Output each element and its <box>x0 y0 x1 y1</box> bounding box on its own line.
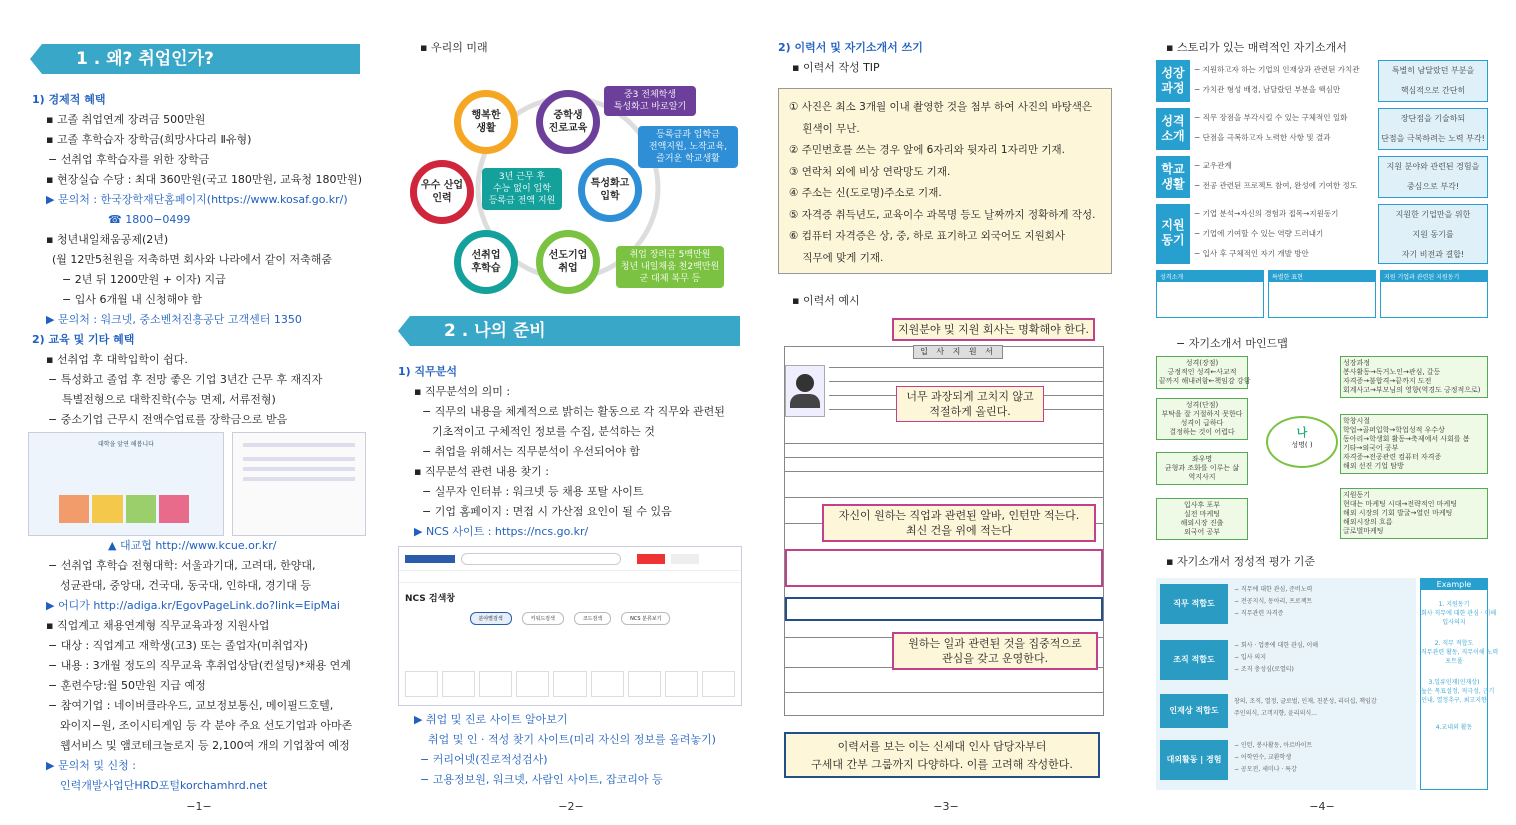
callout-box: 너무 과장되게 고치지 않고 적절하게 올린다. <box>896 386 1044 422</box>
line: ▪ 고졸 후학습자 장학금(희망사다리 Ⅱ유형) <box>46 133 252 146</box>
section-banner: 2 . 나의 준비 <box>410 316 740 346</box>
ncs-tab[interactable]: 키워드검색 <box>522 612 564 625</box>
eval-text: − 직무에 대한 관심, 준비노력 − 전공지식, 동아리, 프로젝트 − 직무관련 자격증 <box>1234 586 1313 617</box>
callout-bubble: 중3 전체학생 특성화고 바로알기 <box>604 86 696 116</box>
cycle-node <box>454 90 518 154</box>
example-item: 4.교내외 활동 <box>1435 724 1473 731</box>
link[interactable]: ▶ 어디가 http://adiga.kr/EgovPageLink.do?link=EipMai <box>46 599 340 612</box>
line: ▪ 직무분석 관련 내용 찾기 : <box>414 465 549 478</box>
heading: ▪ 스토리가 있는 매력적인 자기소개서 <box>1166 41 1347 54</box>
line: ▪ 고졸 취업연계 장려금 500만원 <box>46 113 206 126</box>
mind-map-name: 성명( ) <box>1291 441 1313 449</box>
link[interactable]: ▶ NCS 사이트 : https://ncs.go.kr/ <box>414 525 589 538</box>
line: − 특성화고 졸업 후 전망 좋은 기업 3년간 근무 후 재직자 <box>48 373 323 386</box>
page-number: −3− <box>933 800 959 813</box>
line: ▪ 직무분석의 의미 : <box>414 385 511 398</box>
line: 성균관대, 중앙대, 건국대, 동국대, 인하대, 경기대 등 <box>60 579 311 592</box>
link[interactable]: ▶ 문의처 : 워크넷, 중소벤처진흥공단 고객센터 1350 <box>46 313 302 326</box>
ncs-tab[interactable]: NCS 분류보기 <box>621 612 670 625</box>
cycle-node <box>536 230 600 294</box>
row-label: 성격 소개 <box>1161 114 1185 143</box>
youtube-icon[interactable] <box>637 554 665 564</box>
line: ▪ 현장실습 수당 : 최대 360만원(국고 180만원, 교육청 180만원) <box>46 173 363 186</box>
tip-line: 직무에 맞게 기재. <box>789 251 884 264</box>
tip-line: ⑥ 컴퓨터 자격증은 상, 중, 하로 표기하고 외국어도 지원회사 <box>789 230 1066 242</box>
example-box <box>1420 578 1499 790</box>
line: − 입사 6개월 내 신청해야 함 <box>62 293 202 306</box>
mind-map-node: 성격(장점) 긍정적인 성격←사교적 끝까지 해내려함←책임감 강함 <box>1156 356 1248 389</box>
page-3 <box>778 0 1114 825</box>
mind-map-node: 지원동기 현대는 마케팅 시대→전략적인 마케팅 해외 시장의 기회 발굴→열린 마케팅 해외시장의 흐름 글로벌마케팅 <box>1340 488 1488 539</box>
line: − 선취업 후학습자를 위한 장학금 <box>48 153 210 166</box>
page-number: −1− <box>186 800 212 813</box>
callout-box: 이력서를 보는 이는 신세대 인사 담당자부터 구세대 간부 그룹까지 다양하다. 이를 고려해 작성한다. <box>784 732 1100 778</box>
page-number: −2− <box>558 800 584 813</box>
heading: 1) 직무분석 <box>398 365 458 378</box>
mind-map <box>1156 356 1488 548</box>
row-text: − 교우관계 − 전공 관련된 프로젝트 참여, 완성에 기여한 정도 <box>1194 161 1358 190</box>
row-highlight: 지원 분야와 관련된 경험을 중심으로 부각! <box>1378 156 1488 198</box>
mind-map-node: 좌우명 균형과 조화를 이루는 삶 역지사지 <box>1156 452 1248 485</box>
link[interactable]: − 커리어넷(진로적성검사) <box>420 753 548 766</box>
cycle-node-label: 특성화고 입학 <box>590 178 630 202</box>
line: 취업 및 인 · 적성 찾기 사이트(미리 자신의 정보를 올려놓기) <box>428 733 716 746</box>
tip-line: ④ 주소는 신(도로명)주소로 기재. <box>789 187 942 199</box>
row-highlight: 장단점을 기술하되 단점을 극복하려는 노력 부각! <box>1378 108 1488 150</box>
line: − 훈련수당:월 50만원 지급 예정 <box>48 679 206 692</box>
line: − 중소기업 근무시 전액수업료를 장학금으로 받음 <box>48 413 288 426</box>
photo <box>785 365 825 417</box>
link[interactable]: ▶ 문의처 : 한국장학재단홈페이지(https://www.kosaf.go.kr/) <box>46 193 348 206</box>
row-highlight: 지원한 기업만을 위한 지원 동기를 자기 비전과 결합! <box>1378 204 1488 264</box>
ncs-tab[interactable]: 코드검색 <box>574 612 611 625</box>
example-title: Example <box>1421 579 1487 590</box>
line: 특별전형으로 대학진학(수능 면제, 서류전형) <box>62 393 276 406</box>
line: ▪ 청년내일채움공제(2년) <box>46 233 169 246</box>
line: − 선취업 후학습 전형대학: 서울과기대, 고려대, 한양대, <box>48 559 316 572</box>
cycle-node-label: 중학생 진로교육 <box>548 110 588 134</box>
eval-label: 직무 적합도 <box>1160 584 1228 624</box>
eval-criteria <box>1156 578 1416 790</box>
example-item: 3.일류인재(인재상) 높은 목표설정, 적극성, 근기 인내, 열정추구, 최고지향 <box>1421 679 1495 704</box>
resume-example <box>778 318 1114 788</box>
example-item: 1. 지원동기 회사 직무에 대한 관심 · 이해 입사의지 <box>1421 601 1497 626</box>
eval-label: 조직 적합도 <box>1160 640 1228 680</box>
callout-box: 원하는 일과 관련된 것을 집중적으로 관심을 갖고 운영한다. <box>892 632 1098 670</box>
example-item: 2. 직무 적합도 직무관련 활동, 직무이해 노력 포트폴 <box>1421 640 1499 665</box>
eval-text: − 회사 · 업종에 대한 관심, 이해 − 입사 의지 − 조직 충성심(로열티) <box>1234 642 1319 673</box>
line: − 내용 : 3개월 정도의 직무교육 후취업상담(컨설팅)*채용 연계 <box>48 659 351 672</box>
heading: ▪ 자기소개서 정성적 평가 기준 <box>1166 555 1315 568</box>
evaluation-table <box>1156 578 1499 790</box>
mini-box-title: 지원 기업과 관련된 지원동기 <box>1381 271 1487 282</box>
screenshot-caption: 대학을 앞연 해봅니다 <box>98 441 154 448</box>
heading: 2) 교육 및 기타 혜택 <box>32 333 135 346</box>
line: (월 12만5천원을 저축하면 회사와 나라에서 같이 저축해줌 <box>52 253 333 266</box>
link[interactable]: ▲ 대교협 http://www.kcue.or.kr/ <box>108 539 277 552</box>
intro-row <box>1156 204 1488 264</box>
callout-box: 자신이 원하는 직업과 관련된 알바, 인턴만 적는다. 최신 건을 위에 적는다 <box>822 504 1096 542</box>
website-screenshot <box>28 432 224 536</box>
cycle-node <box>578 158 642 222</box>
eval-label: 대외활동 | 경험 <box>1160 740 1228 780</box>
line: − 2년 뒤 1200만원 + 이자) 지급 <box>62 273 226 286</box>
link[interactable]: ▶ 문의처 및 신청 : <box>46 759 136 772</box>
mind-map-center <box>1266 416 1338 468</box>
mind-map-node: 성장과정 봉사활동→독거노인→관심, 갈등 자격증→불합격→끝까지 도전 회계사고→부모님의 영향(역경도 긍정적으로) <box>1340 356 1488 398</box>
form-title: 입 사 지 원 서 <box>913 345 1003 359</box>
row-text: − 직무 장점을 부각시킬 수 있는 구체적인 일화 − 단점을 극복하고자 노력한 사항 및 결과 <box>1194 113 1348 142</box>
tip-line: ⑤ 자격증 취득년도, 교육이수 과목명 등도 날짜까지 정확하게 작성. <box>789 208 1096 221</box>
line: − 참여기업 : 네이버클라우드, 교보정보통신, 메이필드호텔, <box>48 699 334 712</box>
line: ▪ 선취업 후 대학입학이 쉽다. <box>46 353 188 366</box>
heading: − 자기소개서 마인드맵 <box>1176 337 1288 350</box>
link[interactable]: − 고용정보원, 워크넷, 사람인 사이트, 잡코리아 등 <box>420 773 663 786</box>
cycle-node-label: 선도기업 취업 <box>548 250 588 274</box>
cycle-diagram <box>398 70 744 300</box>
eval-text: 창의, 조직, 열정, 글로벌, 인재, 친분성, 리더십, 책임감 주인의식, 고객지향, 윤리의식... <box>1234 698 1377 717</box>
subheading: ▪ 이력서 작성 TIP <box>792 61 880 74</box>
row-label: 지원 동기 <box>1161 218 1185 247</box>
mind-map-node: 성격(단점) 부탁을 잘 거절하지 못한다 성격이 급하다 결정하는 것이 어렵다 <box>1156 398 1248 440</box>
resume-tip-box <box>778 88 1112 274</box>
self-intro-table <box>1156 60 1488 318</box>
row-highlight: 특별히 남달랐던 부분을 핵심적으로 간단히 <box>1378 60 1488 102</box>
row-label: 성장 과정 <box>1161 66 1185 95</box>
website-screenshot <box>232 432 366 536</box>
cycle-node-label: 선취업 후학습 <box>471 250 501 274</box>
callout-bubble: 취업 장려금 5백만원 청년 내일채움 천2백만원 군 대체 복무 등 <box>616 246 724 288</box>
intro-row <box>1156 60 1488 102</box>
cycle-node <box>536 90 600 154</box>
line: 웹서비스 및 앰코테크놀로지 등 2,100여 개의 기업참여 예정 <box>60 739 350 752</box>
ncs-title: NCS 검색창 <box>405 594 456 604</box>
eval-label: 인재상 적합도 <box>1160 694 1228 728</box>
cycle-node-label: 행복한 생활 <box>471 110 501 134</box>
tip-line: ① 사진은 최소 3개월 이내 촬영한 것을 첨부 하여 사진의 바탕색은 <box>789 101 1093 113</box>
page-2 <box>398 0 744 825</box>
instagram-icon[interactable] <box>671 554 699 564</box>
callout-bubble: 3년 근무 후 수능 없이 입학 등록금 전액 지원 <box>482 168 562 210</box>
tip-line: 흰색이 무난. <box>789 122 860 135</box>
callout-bubble: 등록금과 입학금 전액지원, 노작교육, 즐거운 학교생활 <box>638 126 738 168</box>
line: − 대상 : 직업계고 재학생(고3) 또는 졸업자(미취업자) <box>48 639 308 652</box>
heading: 2) 이력서 및 자기소개서 쓰기 <box>778 41 923 54</box>
intro-row <box>1156 156 1488 198</box>
row-text: − 지원하고자 하는 기업의 인재상과 관련된 가치관 − 가치관 형성 배경, 남달랐던 부분을 핵심만 <box>1194 65 1360 94</box>
cycle-node-label: 우수 산업 인력 <box>420 180 464 204</box>
cycle-node <box>410 160 474 224</box>
heading: 1) 경제적 혜택 <box>32 93 106 106</box>
phone: ☎ 1800−0499 <box>108 213 191 226</box>
link[interactable]: ▶ 취업 및 진로 사이트 알아보기 <box>414 713 568 726</box>
subheading: ▪ 이력서 예시 <box>792 294 860 307</box>
page-number: −4− <box>1309 800 1335 813</box>
callout-box: 지원분야 및 지원 회사는 명확해야 한다. <box>892 318 1095 341</box>
mini-box-title: 특별한 표현 <box>1269 271 1375 282</box>
link[interactable]: 인력개발사업단HRD포털korchamhrd.net <box>60 779 268 792</box>
heading: ▪ 우리의 미래 <box>420 41 488 54</box>
line: ▪ 직업계고 채용연계형 직무교육과정 지원사업 <box>46 619 270 632</box>
line: − 실무자 인터뷰 : 워크넷 등 채용 포탈 사이트 <box>422 485 644 498</box>
tip-line: ③ 연락처 외에 비상 연락망도 기재. <box>789 165 951 178</box>
ncs-tab[interactable]: 분야별검색 <box>470 612 512 625</box>
section-banner: 1 . 왜? 취업인가? <box>42 44 360 74</box>
line: 기초적이고 구체적인 정보를 수집, 분석하는 것 <box>432 425 655 438</box>
mind-map-node: 학창시절 학업→골퍼입학→학업성적 우수상 동아리→학생회 활동→축제에서 사회를 봄 기타→외국어 공부 자격증→전공관련 컴퓨터 자격증 해외 선진 기업 탐방 <box>1340 414 1488 474</box>
line: 와이지−원, 조이시티게임 등 각 분야 주요 선도기업과 아마존 <box>60 719 353 732</box>
ncs-website-screenshot <box>398 546 742 706</box>
cycle-node <box>454 230 518 294</box>
line: − 취업을 위해서는 직무분석이 우선되어야 함 <box>422 445 640 458</box>
line: − 기업 홈페이지 : 면접 시 가산점 요인이 될 수 있음 <box>422 505 672 518</box>
mind-map-center-label: 나 <box>1296 426 1308 439</box>
eval-text: − 인턴, 봉사활동, 아르바이트 − 어학연수, 교환학생 − 공모전, 세미나 · 특강 <box>1234 742 1313 773</box>
page-1 <box>28 0 370 825</box>
page-4 <box>1152 0 1499 825</box>
ncs-search-input[interactable] <box>461 553 621 565</box>
mini-box-title: 성격소개 <box>1157 271 1263 282</box>
mind-map-node: 입사후 포부 실전 마케팅 해외시장 진출 외국어 공부 <box>1156 498 1248 540</box>
tip-line: ② 주민번호를 쓰는 경우 앞에 6자리와 뒷자리 1자리만 기재. <box>789 144 1065 156</box>
line: − 직무의 내용을 체계적으로 밝히는 활동으로 각 직무와 관련된 <box>422 405 725 418</box>
row-label: 학교 생활 <box>1161 162 1185 191</box>
row-text: − 기업 분석→자신의 경험과 접목→지원동기 − 기업에 기여할 수 있는 역량 드러내기 − 입사 후 구체적인 자기 개발 방안 <box>1194 209 1339 258</box>
intro-row <box>1156 108 1488 150</box>
